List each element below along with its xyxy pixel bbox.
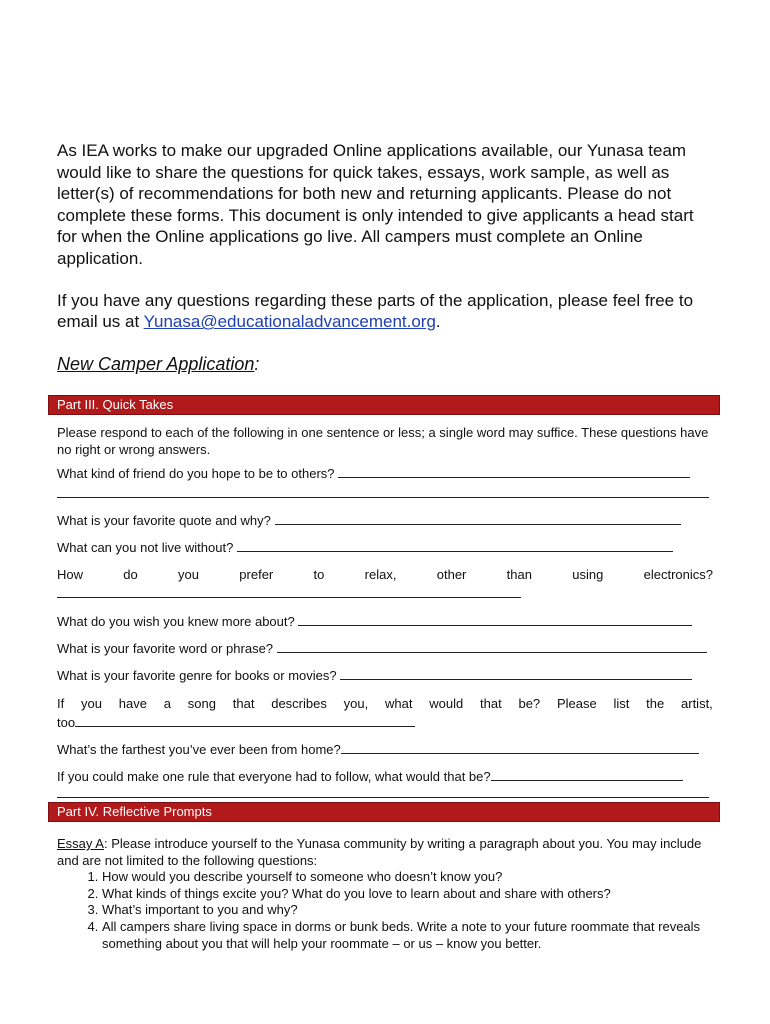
question-genre [57,667,713,684]
question-relax-word: prefer [239,567,274,582]
question-live-without [57,539,713,556]
answer-live-without-field[interactable] [237,540,673,552]
email-link[interactable]: Yunasa@educationaladvancement.org [143,312,436,332]
question-song-word: what [385,696,413,711]
question-relax-word: do [123,567,138,582]
answer-farthest-field[interactable] [341,742,699,754]
essay-a-questions [102,869,717,952]
list-item: 2. What kinds of things excite you? What do you love to learn about and share with others? [102,886,717,903]
intro-paragraph-2-end: . [435,312,441,332]
question-song-word: Please [556,696,597,711]
intro-paragraph-2 [57,290,717,333]
question-song-word: would [429,696,464,711]
question-song-end-label: too [57,715,76,730]
question-song-word: describes [271,696,327,711]
question-wish-knew-label: What do you wish you knew more about? [57,614,295,629]
question-relax [57,566,713,583]
question-word-phrase [57,640,713,657]
answer-quote-field[interactable] [275,513,681,525]
question-song-word: that [480,696,502,711]
question-friend-label: What kind of friend do you hope to be to others? [57,466,335,481]
question-relax-word: electronics? [643,567,713,582]
question-relax-word: you [178,567,200,582]
question-relax-word: How [57,567,84,582]
list-item: 1. How would you describe yourself to someone who doesn’t know you? [102,869,717,886]
answer-friend-line-2[interactable] [57,497,709,498]
essay-a-label: Essay A [57,836,104,851]
answer-one-rule-field[interactable] [491,769,683,781]
question-farthest [57,741,713,758]
part3-header: Part III. Quick Takes [48,395,720,415]
question-quote-label: What is your favorite quote and why? [57,513,271,528]
answer-one-rule-line-2[interactable] [57,797,709,798]
question-quote [57,512,713,529]
list-item: 4. All campers share living space in dorms or bunk beds. Write a note to your future roommate that reveals something about you that will help your roommate – or us – know you better. [102,919,717,952]
question-song-word: list [613,696,630,711]
section-title-colon: : [254,354,260,374]
question-one-rule-label: If you could make one rule that everyone had to follow, what would that be? [57,769,491,784]
answer-wish-knew-field[interactable] [298,614,692,626]
question-song-word: be? [518,696,541,711]
answer-word-phrase-field[interactable] [277,641,707,653]
question-live-without-label: What can you not live without? [57,540,234,555]
question-wish-knew [57,613,713,630]
question-song-word: artist, [681,696,713,711]
intro-paragraph-1: As IEA works to make our upgraded Online applications available, our Yunasa team would like to share the questions for quick takes, essays, work sample, as well as letter(s) of recommendations for both new and returning applicants. Please do not complete these forms. This document is only intended to give applicants a head start for when the Online applications go live. All campers must complete an Online application. [57,141,694,268]
intro-text [57,140,717,333]
answer-relax-field[interactable] [57,597,521,598]
answer-genre-field[interactable] [340,668,692,680]
question-song [57,695,713,712]
question-song-word: you [81,696,102,711]
answer-friend-field[interactable] [338,466,690,478]
answer-song-field[interactable] [75,715,415,727]
question-word-phrase-label: What is your favorite word or phrase? [57,641,274,656]
list-item: 3. What’s important to you and why? [102,902,717,919]
question-genre-label: What is your favorite genre for books or movies? [57,668,337,683]
quick-takes-instructions: Please respond to each of the following in one sentence or less; a single word may suffice. These questions have no right or wrong answers. [57,425,709,457]
question-song-word: the [646,696,665,711]
section-title [57,354,259,375]
question-song-word: a [163,696,171,711]
question-relax-word: than [506,567,532,582]
question-relax-word: relax, [364,567,397,582]
question-song-word: song [187,696,216,711]
question-relax-word: other [436,567,467,582]
question-song-end [57,714,713,731]
question-relax-word: using [572,567,604,582]
question-one-rule [57,768,713,785]
question-song-word: If [57,696,65,711]
part4-header: Part IV. Reflective Prompts [48,802,720,822]
question-song-word: have [118,696,147,711]
question-farthest-label: What’s the farthest you’ve ever been from home? [57,742,341,757]
question-song-word: that [232,696,255,711]
essay-a-intro [57,836,717,869]
essay-a-prompt [57,836,717,952]
question-song-word: you, [343,696,369,711]
section-title-label: New Camper Application [57,354,255,374]
essay-a-intro-text: : Please introduce yourself to the Yunasa community by writing a paragraph about you. You may include and are not limited to the following questions: [57,836,702,868]
question-relax-word: to [313,567,325,582]
intro-paragraph-2-text: If you have any questions regarding these parts of the application, please feel free to email us at [57,290,694,332]
question-friend [57,465,713,482]
